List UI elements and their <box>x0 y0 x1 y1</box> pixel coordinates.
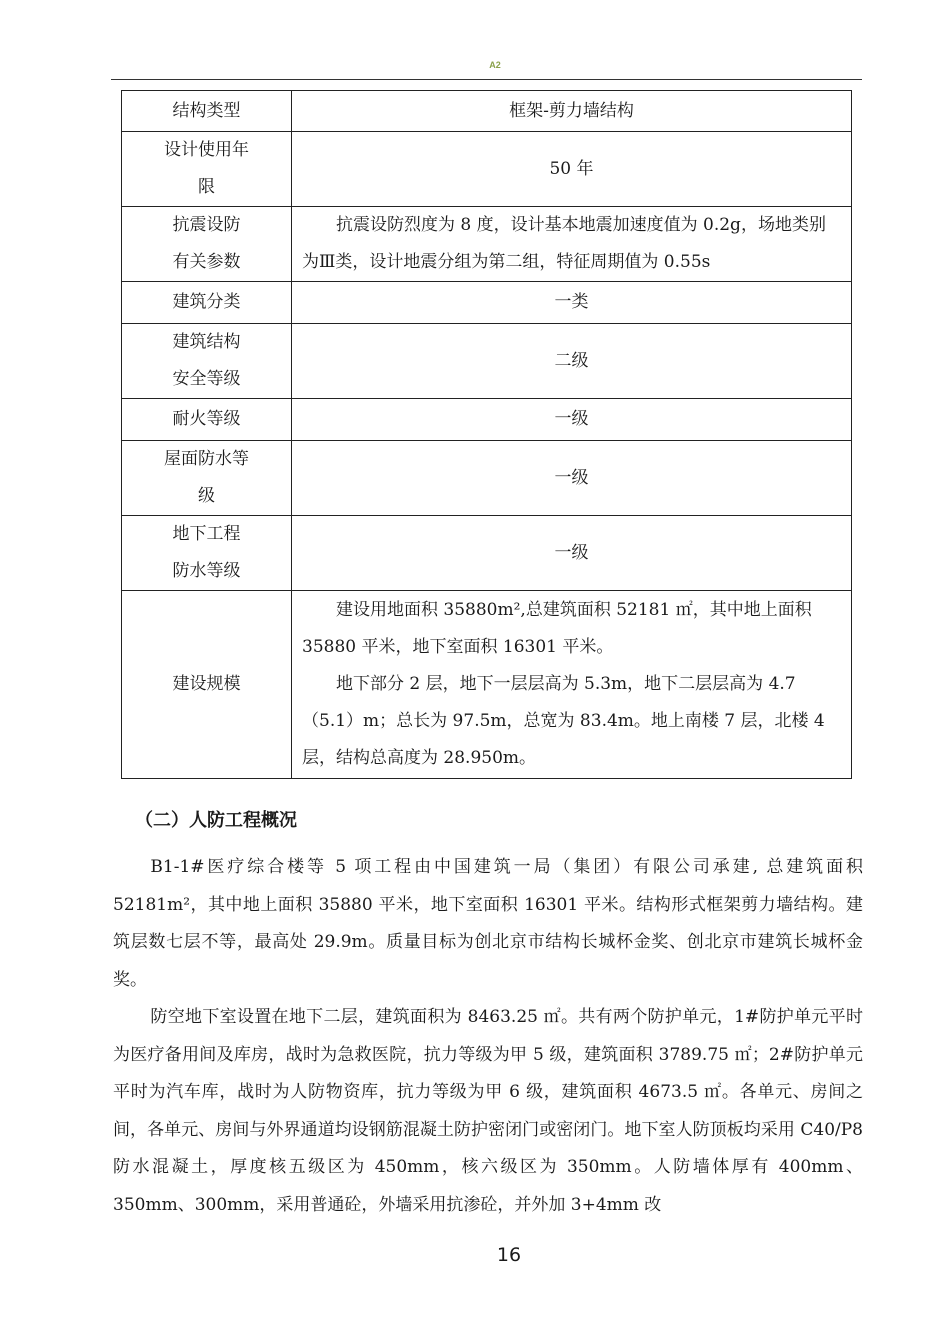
row-label: 屋面防水等 级 <box>122 441 292 516</box>
row-label: 结构类型 <box>122 91 292 132</box>
row-label: 地下工程 防水等级 <box>122 516 292 591</box>
row-label: 建筑结构 安全等级 <box>122 324 292 399</box>
row-label: 建设规模 <box>122 591 292 779</box>
header-tag: A2 <box>489 60 501 70</box>
row-value: 一级 <box>292 399 852 441</box>
building-info-table <box>121 90 852 779</box>
row-value: 抗震设防烈度为 8 度，设计基本地震加速度值为 0.2g，场地类别为Ⅲ类，设计地震分组为第二组，特征周期值为 0.55s <box>292 207 852 282</box>
table-row <box>122 282 852 324</box>
table-row <box>122 324 852 399</box>
section-title: （二）人防工程概况 <box>135 810 297 831</box>
table-row <box>122 516 852 591</box>
row-label: 耐火等级 <box>122 399 292 441</box>
table-row <box>122 132 852 207</box>
table-row <box>122 591 852 779</box>
row-value: 一类 <box>292 282 852 324</box>
row-value: 建设用地面积 35880m²,总建筑面积 52181 ㎡，其中地上面积 35880 平米，地下室面积 16301 平米。 地下部分 2 层，地下一层层高为 5.3m，地下二层层高为 4.7（5.1）m；总长为 97.5m，总宽为 83.4m。地上南楼 7 层，北楼 4 层，结构总高度为 28.950m。 <box>292 591 852 779</box>
row-label: 设计使用年 限 <box>122 132 292 207</box>
row-label: 抗震设防 有关参数 <box>122 207 292 282</box>
row-value: 50 年 <box>292 132 852 207</box>
page-number: 16 <box>496 1244 522 1266</box>
row-value: 一级 <box>292 441 852 516</box>
row-label: 建筑分类 <box>122 282 292 324</box>
table-row <box>122 91 852 132</box>
table-row <box>122 399 852 441</box>
row-value: 框架-剪力墙结构 <box>292 91 852 132</box>
row-value: 二级 <box>292 324 852 399</box>
table-row <box>122 207 852 282</box>
paragraph: 防空地下室设置在地下二层，建筑面积为 8463.25 ㎡。共有两个防护单元，1#防护单元平时为医疗备用间及库房，战时为急救医院，抗力等级为甲 5 级，建筑面积 3789.75 ㎡；2#防护单元平时为汽车库，战时为人防物资库，抗力等级为甲 6 级，建筑面积 4673.5 ㎡。各单元、房间之间，各单元、房间与外界通道均设钢筋混凝土防护密闭门或密闭门。地下室人防顶板均采用 C40/P8 防水混凝土，厚度核五级区为 450mm，核六级区为 350mm。人防墙体厚有 400mm、350mm、300mm，采用普通砼，外墙采用抗渗砼，并外加 3+4mm 改 <box>113 1007 863 1215</box>
paragraph: B1-1#医疗综合楼等 5 项工程由中国建筑一局（集团）有限公司承建, 总建筑面积 52181m²，其中地上面积 35880 平米，地下室面积 16301 平米。结构形式框架剪力墙结构。建筑层数七层不等，最高处 29.9m。质量目标为创北京市结构长城杯金奖、创北京市建筑长城杯金奖。 <box>113 857 863 990</box>
header-divider <box>111 79 862 80</box>
row-value: 一级 <box>292 516 852 591</box>
table-row <box>122 441 852 516</box>
